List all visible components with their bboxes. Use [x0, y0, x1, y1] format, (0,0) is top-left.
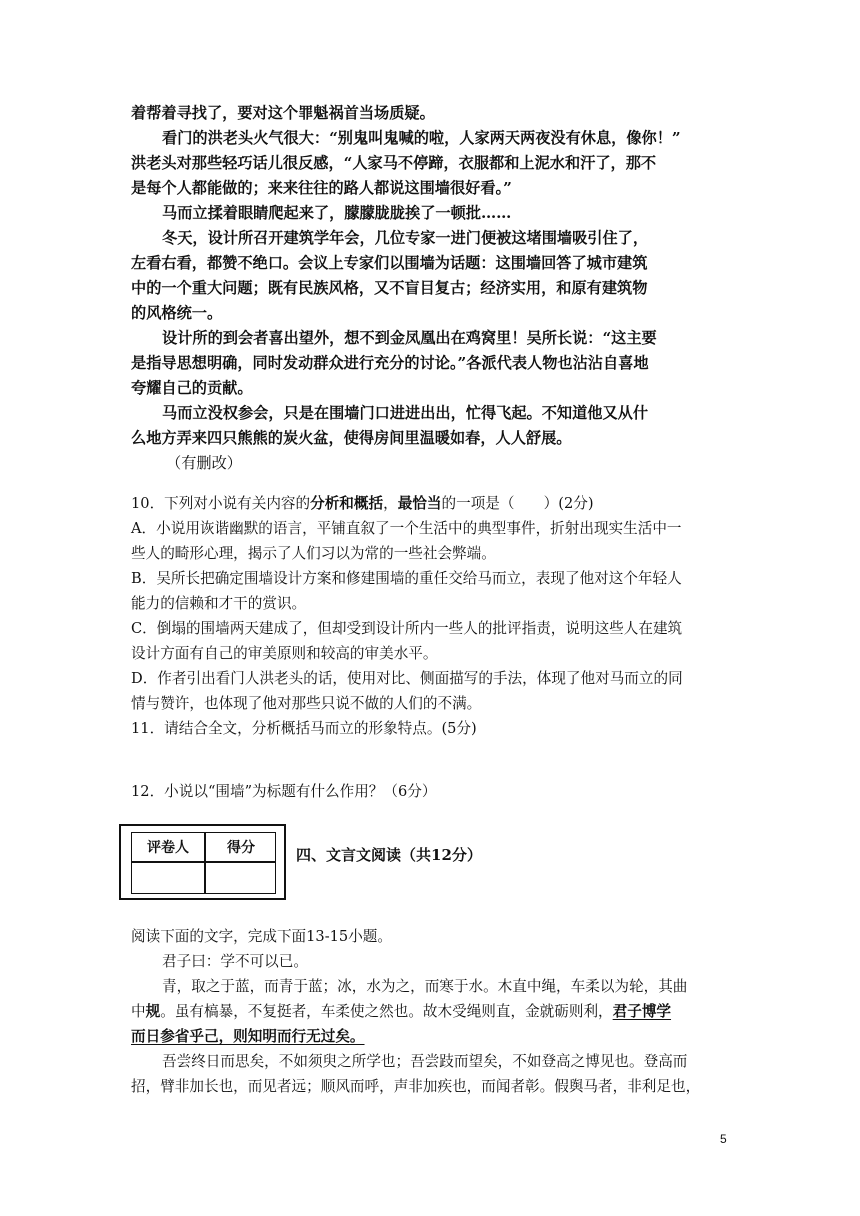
classical-text-line: 青，取之于蓝，而青于蓝；冰，水为之，而寒于水。木直中绳，车柔以为轮，其曲 [162, 978, 688, 995]
story-line: 中的一个重大问题；既有民族风格，又不盲目复古；经济实用，和原有建筑物 [131, 279, 648, 297]
page-number: 5 [720, 1132, 727, 1146]
story-line: 的风格统一。 [131, 304, 223, 322]
section-title: 四、文言文阅读（共12分） [296, 846, 482, 864]
classical-text-line [131, 1002, 731, 1022]
story-line: 马而立没权参会，只是在围墙门口进进出出，忙得飞起。不知道他又从什 [162, 404, 648, 422]
option-c: C．倒塌的围墙两天建成了，但却受到设计所内一些人的批评指责，说明这些人在建筑 [131, 620, 683, 637]
story-line: 是每个人都能做的；来来往往的路人都说这围墙很好看。” [131, 179, 512, 197]
story-line: 洪老头对那些轻巧话儿很反感，“人家马不停蹄，衣服都和上泥水和汗了，那不 [131, 154, 657, 172]
underlined-sentence: 而日参省乎己，则知明而行无过矣。 [131, 1028, 365, 1045]
q10-text: 10．下列对小说有关内容的 [131, 495, 311, 512]
option-d: D．作者引出看门人洪老头的话，使用对比、侧面描写的手法，体现了他对马而立的同 [131, 670, 683, 687]
option-a: A．小说用诙谐幽默的语言，平铺直叙了一个生活中的典型事件，折射出现实生活中一 [131, 520, 682, 537]
story-line: 看门的洪老头火气很大：“别鬼叫鬼喊的啦，人家两天两夜没有休息，像你！” [162, 129, 681, 147]
question-10 [131, 494, 731, 514]
option-c: 设计方面有自己的审美原则和较高的审美水平。 [131, 645, 438, 662]
score-table [119, 824, 286, 900]
story-line: 冬天，设计所召开建筑学年会，几位专家一进门便被这堵围墙吸引住了， [162, 229, 648, 247]
option-a: 些人的畸形心理，揭示了人们习以为常的一些社会弊端。 [131, 545, 496, 562]
reading-instruction: 阅读下面的文字，完成下面13-15小题。 [131, 928, 392, 945]
classical-text-line [131, 1027, 731, 1047]
option-d: 情与赞许，也体现了他对那些只说不做的人们的不满。 [131, 695, 482, 712]
question-11: 11．请结合全文，分析概括马而立的形象特点。(5分) [131, 720, 477, 737]
emphasized-char: 规 [145, 1003, 161, 1020]
q10-text: ， [383, 495, 398, 512]
grader-header: 评卷人 [147, 840, 189, 856]
story-line: 么地方弄来四只熊熊的炭火盆，使得房间里温暖如春，人人舒展。 [131, 429, 572, 447]
option-b: 能力的信赖和才干的赏识。 [131, 595, 307, 612]
question-12: 12．小说以“围墙”为标题有什么作用？（6分） [131, 783, 437, 800]
q10-emphasis: 最恰当 [397, 495, 442, 512]
classical-text-line: 君子曰：学不可以已。 [162, 953, 308, 970]
option-b: B．吴所长把确定围墙设计方案和修建围墙的重任交给马而立，表现了他对这个年轻人 [131, 570, 682, 587]
table-divider [132, 861, 275, 863]
classical-text-line: 吾尝终日而思矣，不如须臾之所学也；吾尝跂而望矣，不如登高之博见也。登高而 [162, 1053, 688, 1070]
story-line: 设计所的到会者喜出望外，想不到金凤凰出在鸡窝里！吴所长说：“这主要 [162, 329, 657, 347]
score-header: 得分 [227, 840, 255, 856]
table-divider [204, 833, 206, 893]
classical-text-line: 招，臂非加长也，而见者远；顺风而呼，声非加疾也，而闻者彰。假舆马者，非利足也， [131, 1078, 701, 1095]
story-line: 左看右看，都赞不绝口。会议上专家们以围墙为话题：这围墙回答了城市建筑 [131, 254, 648, 272]
q10-emphasis: 分析和概括 [310, 495, 384, 512]
story-line: 夸耀自己的贡献。 [131, 379, 253, 397]
story-line: 是指导思想明确，同时发动群众进行充分的讨论。”各派代表人物也沾沾自喜地 [131, 354, 649, 372]
underlined-sentence: 君子博学 [612, 1003, 672, 1020]
score-table-grid [131, 832, 276, 894]
q10-text: 的一项是（ ）(2分) [441, 495, 594, 512]
source-note: （有删改） [166, 454, 242, 472]
text-span: 。虽有槁暴，不复挺者，车柔使之然也。故木受绳则直，金就砺则利， [160, 1003, 613, 1020]
story-line: 马而立揉着眼睛爬起来了，朦朦胧胧挨了一顿批…… [162, 204, 512, 222]
story-line: 着帮着寻找了，要对这个罪魁祸首当场质疑。 [131, 104, 435, 122]
text-span: 中 [131, 1003, 146, 1020]
